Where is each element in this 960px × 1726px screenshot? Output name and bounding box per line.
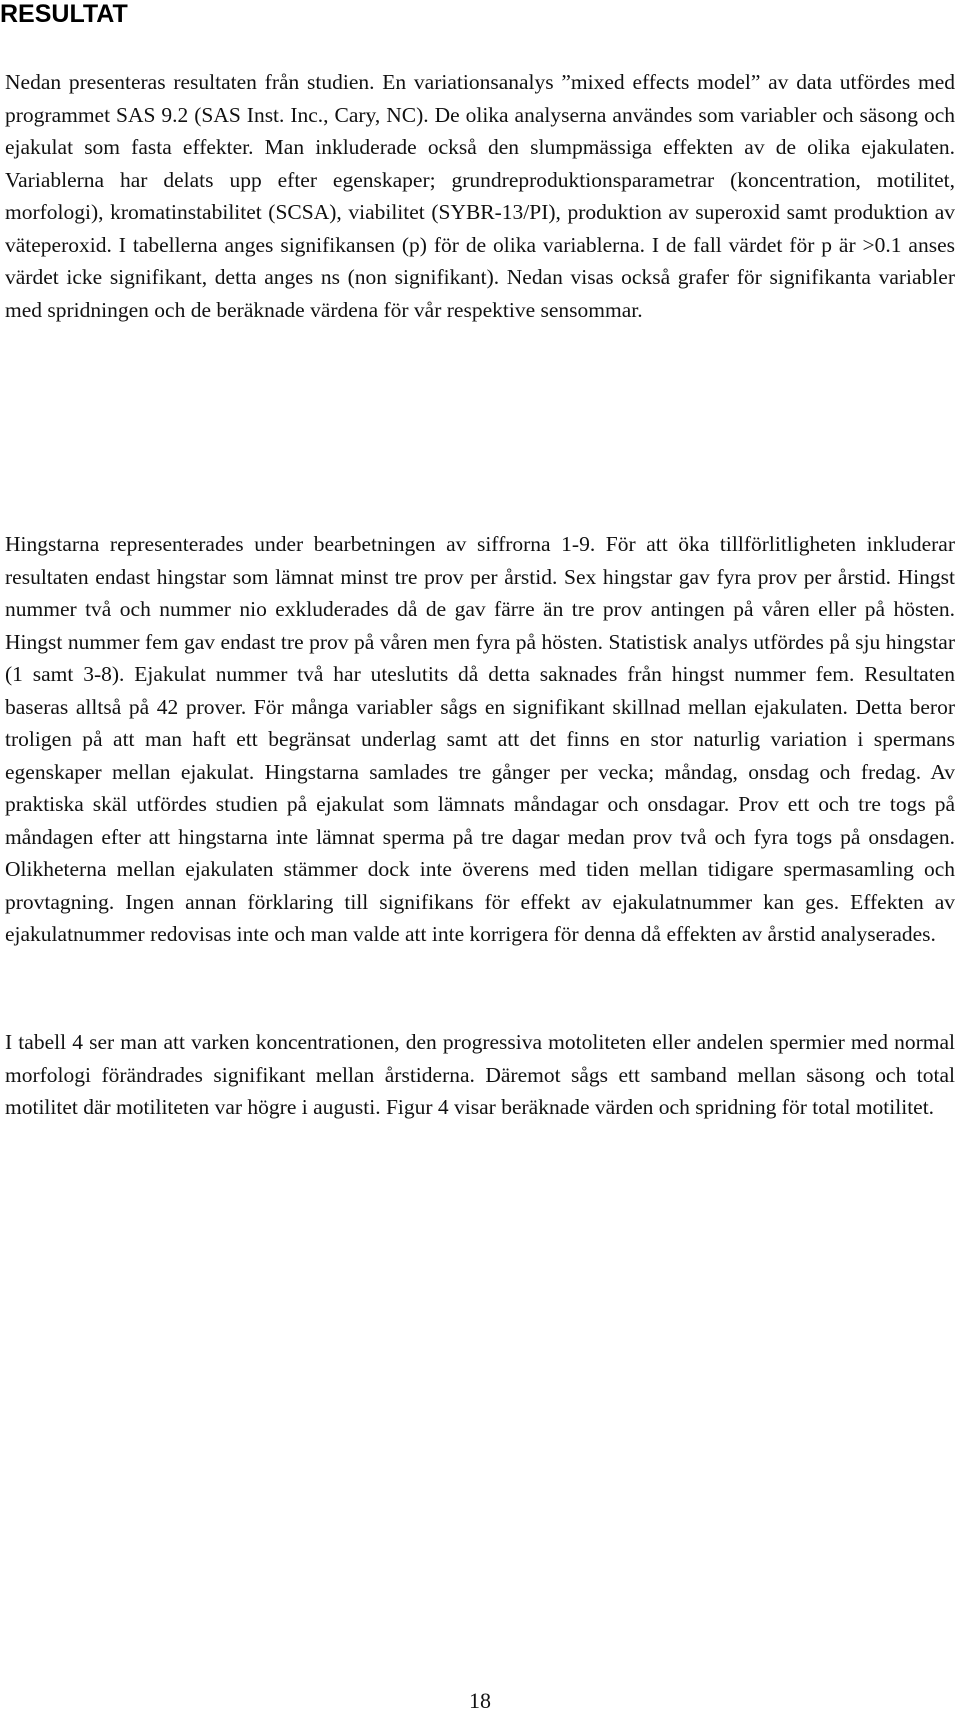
paragraph-methods-intro: Nedan presenteras resultaten från studien. En variationsanalys ”mixed effects model” av data utfördes med programmet SAS 9.2 (SAS Inst. Inc., Cary, NC). De olika analyserna användes som variabler och säsong och ejakulat som fasta effekter. Man inkluderade också den slumpmässiga effekten av de olika ejakulaten. Variablerna har delats upp efter egenskaper; grundreproduktionsparametrar (koncentration, motilitet, morfologi), kromatinstabilitet (SCSA), viabilitet (SYBR-13/PI), produktion av superoxid samt produktion av väteperoxid. I tabellerna anges signifikansen (p) för de olika variablerna. I de fall värdet för p är >0.1 anses värdet icke signifikant, detta anges ns (non signifikant). Nedan visas också grafer för signifikanta variabler med spridningen och de beräknade värdena för vår respektive sensommar. <box>5 70 955 322</box>
section-heading: RESULTAT <box>0 0 128 28</box>
page-number: 18 <box>469 1688 491 1713</box>
paragraph-table4-results: I tabell 4 ser man att varken koncentrationen, den progressiva motoliteten eller andelen spermier med normal morfologi förändrades signifikant mellan årstiderna. Däremot sågs ett samband mellan säsong och total motilitet där motiliteten var högre i augusti. Figur 4 visar beräknade värden och spridning för total motilitet. <box>5 1030 955 1119</box>
paragraph-stallions-ejaculates: Hingstarna representerades under bearbetningen av siffrorna 1-9. För att öka tillförlitligheten inkluderar resultaten endast hingstar som lämnat minst tre prov per årstid. Sex hingstar gav fyra prov per årstid. Hingst nummer två och nummer nio exkluderades då de gav färre än tre prov antingen på våren eller på hösten. Hingst nummer fem gav endast tre prov på våren men fyra på hösten. Statistisk analys utfördes på sju hingstar (1 samt 3-8). Ejakulat nummer två har uteslutits då detta saknades från hingst nummer fem. Resultaten baseras alltså på 42 prover. För många variabler sågs en signifikant skillnad mellan ejakulaten. Detta beror troligen på att man haft ett begränsat underlag samt att det finns en stor naturlig variation i spermans egenskaper mellan ejakulat. Hingstarna samlades tre gånger per vecka; måndag, onsdag och fredag. Av praktiska skäl utfördes studien på ejakulat som lämnats måndagar och onsdagar. Prov ett och tre togs på måndagen efter att hingstarna inte lämnat sperma på tre dagar medan prov två och fyra togs på onsdagen. Olikheterna mellan ejakulaten stämmer dock inte överens med tiden mellan tidigare spermasamling och provtagning. Ingen annan förklaring till signifikans för effekt av ejakulatnummer kan ges. Effekten av ejakulatnummer redovisas inte och man valde att inte korrigera för denna då effekten av årstid analyserades. <box>5 532 955 946</box>
